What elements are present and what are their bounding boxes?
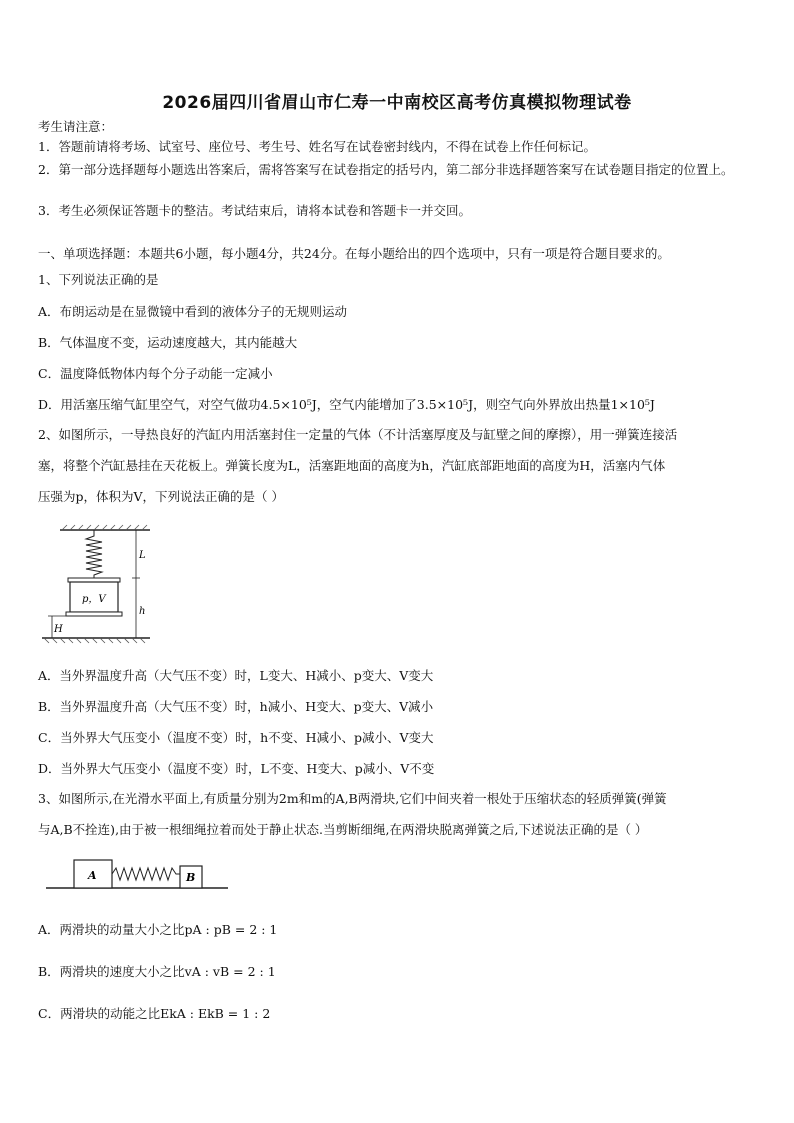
q3-spring-figure — [46, 852, 232, 902]
q1-option-a: A．布朗运动是在显微镜中看到的液体分子的无规则运动 — [38, 304, 348, 319]
q2-label-l: L — [139, 550, 146, 561]
q3-label-a: A — [88, 869, 97, 882]
notice-item-3: 3．考生必须保证答题卡的整洁。考试结束后，请将本试卷和答题卡一并交回。 — [38, 203, 471, 218]
notice-heading: 考生请注意： — [38, 119, 114, 134]
page-title: 2026届四川省眉山市仁寿一中南校区高考仿真模拟物理试卷 — [162, 93, 632, 113]
q2-cylinder-figure — [40, 520, 160, 654]
q3-stem-line-2: 与A,B不拴连),由于被一根细绳拉着而处于静止状态.当剪断细绳,在两滑块脱离弹簧之后,下述说法正确的是（ ） — [38, 822, 648, 837]
notice-item-1: 1．答题前请将考场、试室号、座位号、考生号、姓名写在试卷密封线内，不得在试卷上作任何标记。 — [38, 139, 596, 154]
section-heading: 一、单项选择题：本题共6小题，每小题4分，共24分。在每小题给出的四个选项中，只有一项是符合题目要求的。 — [38, 246, 670, 261]
q2-option-d: D．当外界大气压变小（温度不变）时，L不变、H变大、p减小、V不变 — [38, 761, 435, 776]
q1-option-c: C．温度降低物体内每个分子动能一定减小 — [38, 366, 273, 381]
q2-option-c: C．当外界大气压变小（温度不变）时，h不变、H减小、p减小、V变大 — [38, 730, 434, 745]
q3-stem-line-1: 3、如图所示,在光滑水平面上,有质量分别为2m和m的A,B两滑块,它们中间夹着一根处于压缩状态的轻质弹簧(弹簧 — [38, 791, 667, 806]
q2-label-pv: p，V — [82, 594, 106, 605]
notice-item-2: 2．第一部分选择题每小题选出答案后，需将答案写在试卷指定的括号内，第二部分非选择题答案写在试卷题目指定的位置上。 — [38, 162, 734, 177]
q2-option-a: A．当外界温度升高（大气压不变）时，L变大、H减小、p变大、V变大 — [38, 668, 434, 683]
q2-stem-line-1: 2、如图所示，一导热良好的汽缸内用活塞封住一定量的气体（不计活塞厚度及与缸壁之间的摩擦），用一弹簧连接活 — [38, 427, 678, 442]
q3-option-b: B．两滑块的速度大小之比vA : vB = 2 : 1 — [38, 964, 276, 979]
q2-stem-line-3: 压强为p，体积为V，下列说法正确的是（ ） — [38, 489, 285, 504]
q1-option-d: D．用活塞压缩气缸里空气，对空气做功4.5×10⁵J，空气内能增加了3.5×10⁵J，则空气向外界放出热量1×10⁵J — [38, 397, 655, 412]
q1-stem: 1、下列说法正确的是 — [38, 272, 159, 287]
q2-label-H: H — [54, 624, 63, 635]
q2-label-h: h — [139, 606, 146, 617]
q1-option-b: B．气体温度不变，运动速度越大，其内能越大 — [38, 335, 298, 350]
q2-stem-line-2: 塞，将整个汽缸悬挂在天花板上。弹簧长度为L，活塞距地面的高度为h，汽缸底部距地面的高度为H，活塞内气体 — [38, 458, 666, 473]
q2-option-b: B．当外界温度升高（大气压不变）时，h减小、H变大、p变大、V减小 — [38, 699, 434, 714]
q3-label-b: B — [186, 871, 196, 884]
q3-option-a: A．两滑块的动量大小之比pA : pB = 2 : 1 — [38, 922, 278, 937]
q3-option-c: C．两滑块的动能之比EkA : EkB = 1 : 2 — [38, 1006, 271, 1021]
